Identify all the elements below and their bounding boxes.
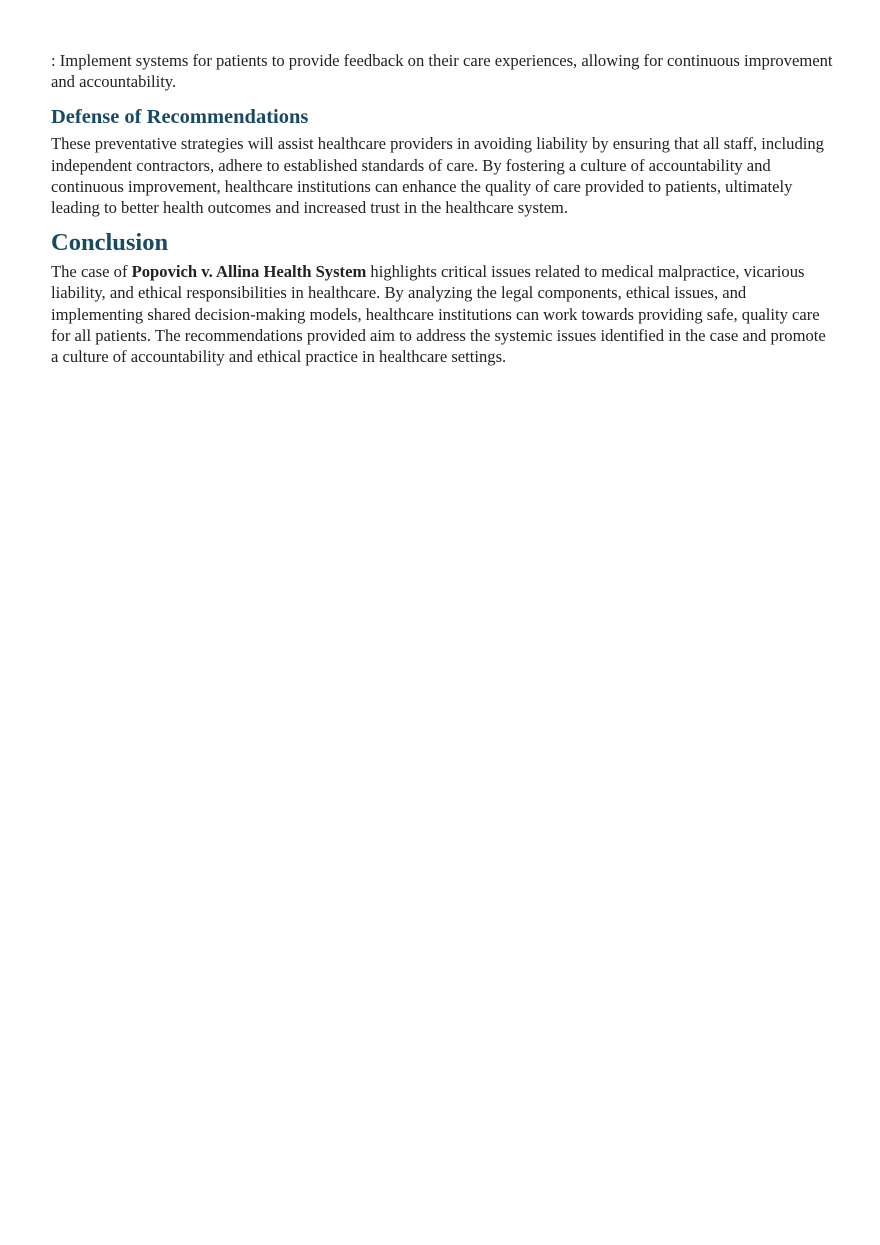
conclusion-heading: Conclusion (51, 229, 169, 257)
conclusion-text-prefix: The case of (51, 262, 132, 282)
case-name: Popovich v. Allina Health System (131, 262, 367, 282)
document-page (51, 50, 836, 367)
defense-heading: Defense of Recommendations (51, 106, 309, 129)
conclusion-text-suffix: highlights critical issues related to medical malpractice, vicarious liability, and ethical responsibilities in healthcare. By analyzing the legal components, ethical issues, and implementing shared decision-making models, healthcare institutions can work towards providing safe, quality care for all patients. The recommendations provided aim to address the systemic issues identified in the case and promote a culture of accountability and ethical practice in healthcare settings. (51, 262, 826, 367)
intro-paragraph: : Implement systems for patients to provide feedback on their care experiences, allowing for continuous improvement and accountability. (51, 51, 833, 92)
conclusion-paragraph (51, 261, 836, 367)
defense-paragraph: These preventative strategies will assist healthcare providers in avoiding liability by ensuring that all staff, including independent contractors, adhere to established standards of care. By fostering a culture of accountability and continuous improvement, healthcare institutions can enhance the quality of care provided to patients, ultimately leading to better health outcomes and increased trust in the healthcare system. (51, 134, 824, 218)
